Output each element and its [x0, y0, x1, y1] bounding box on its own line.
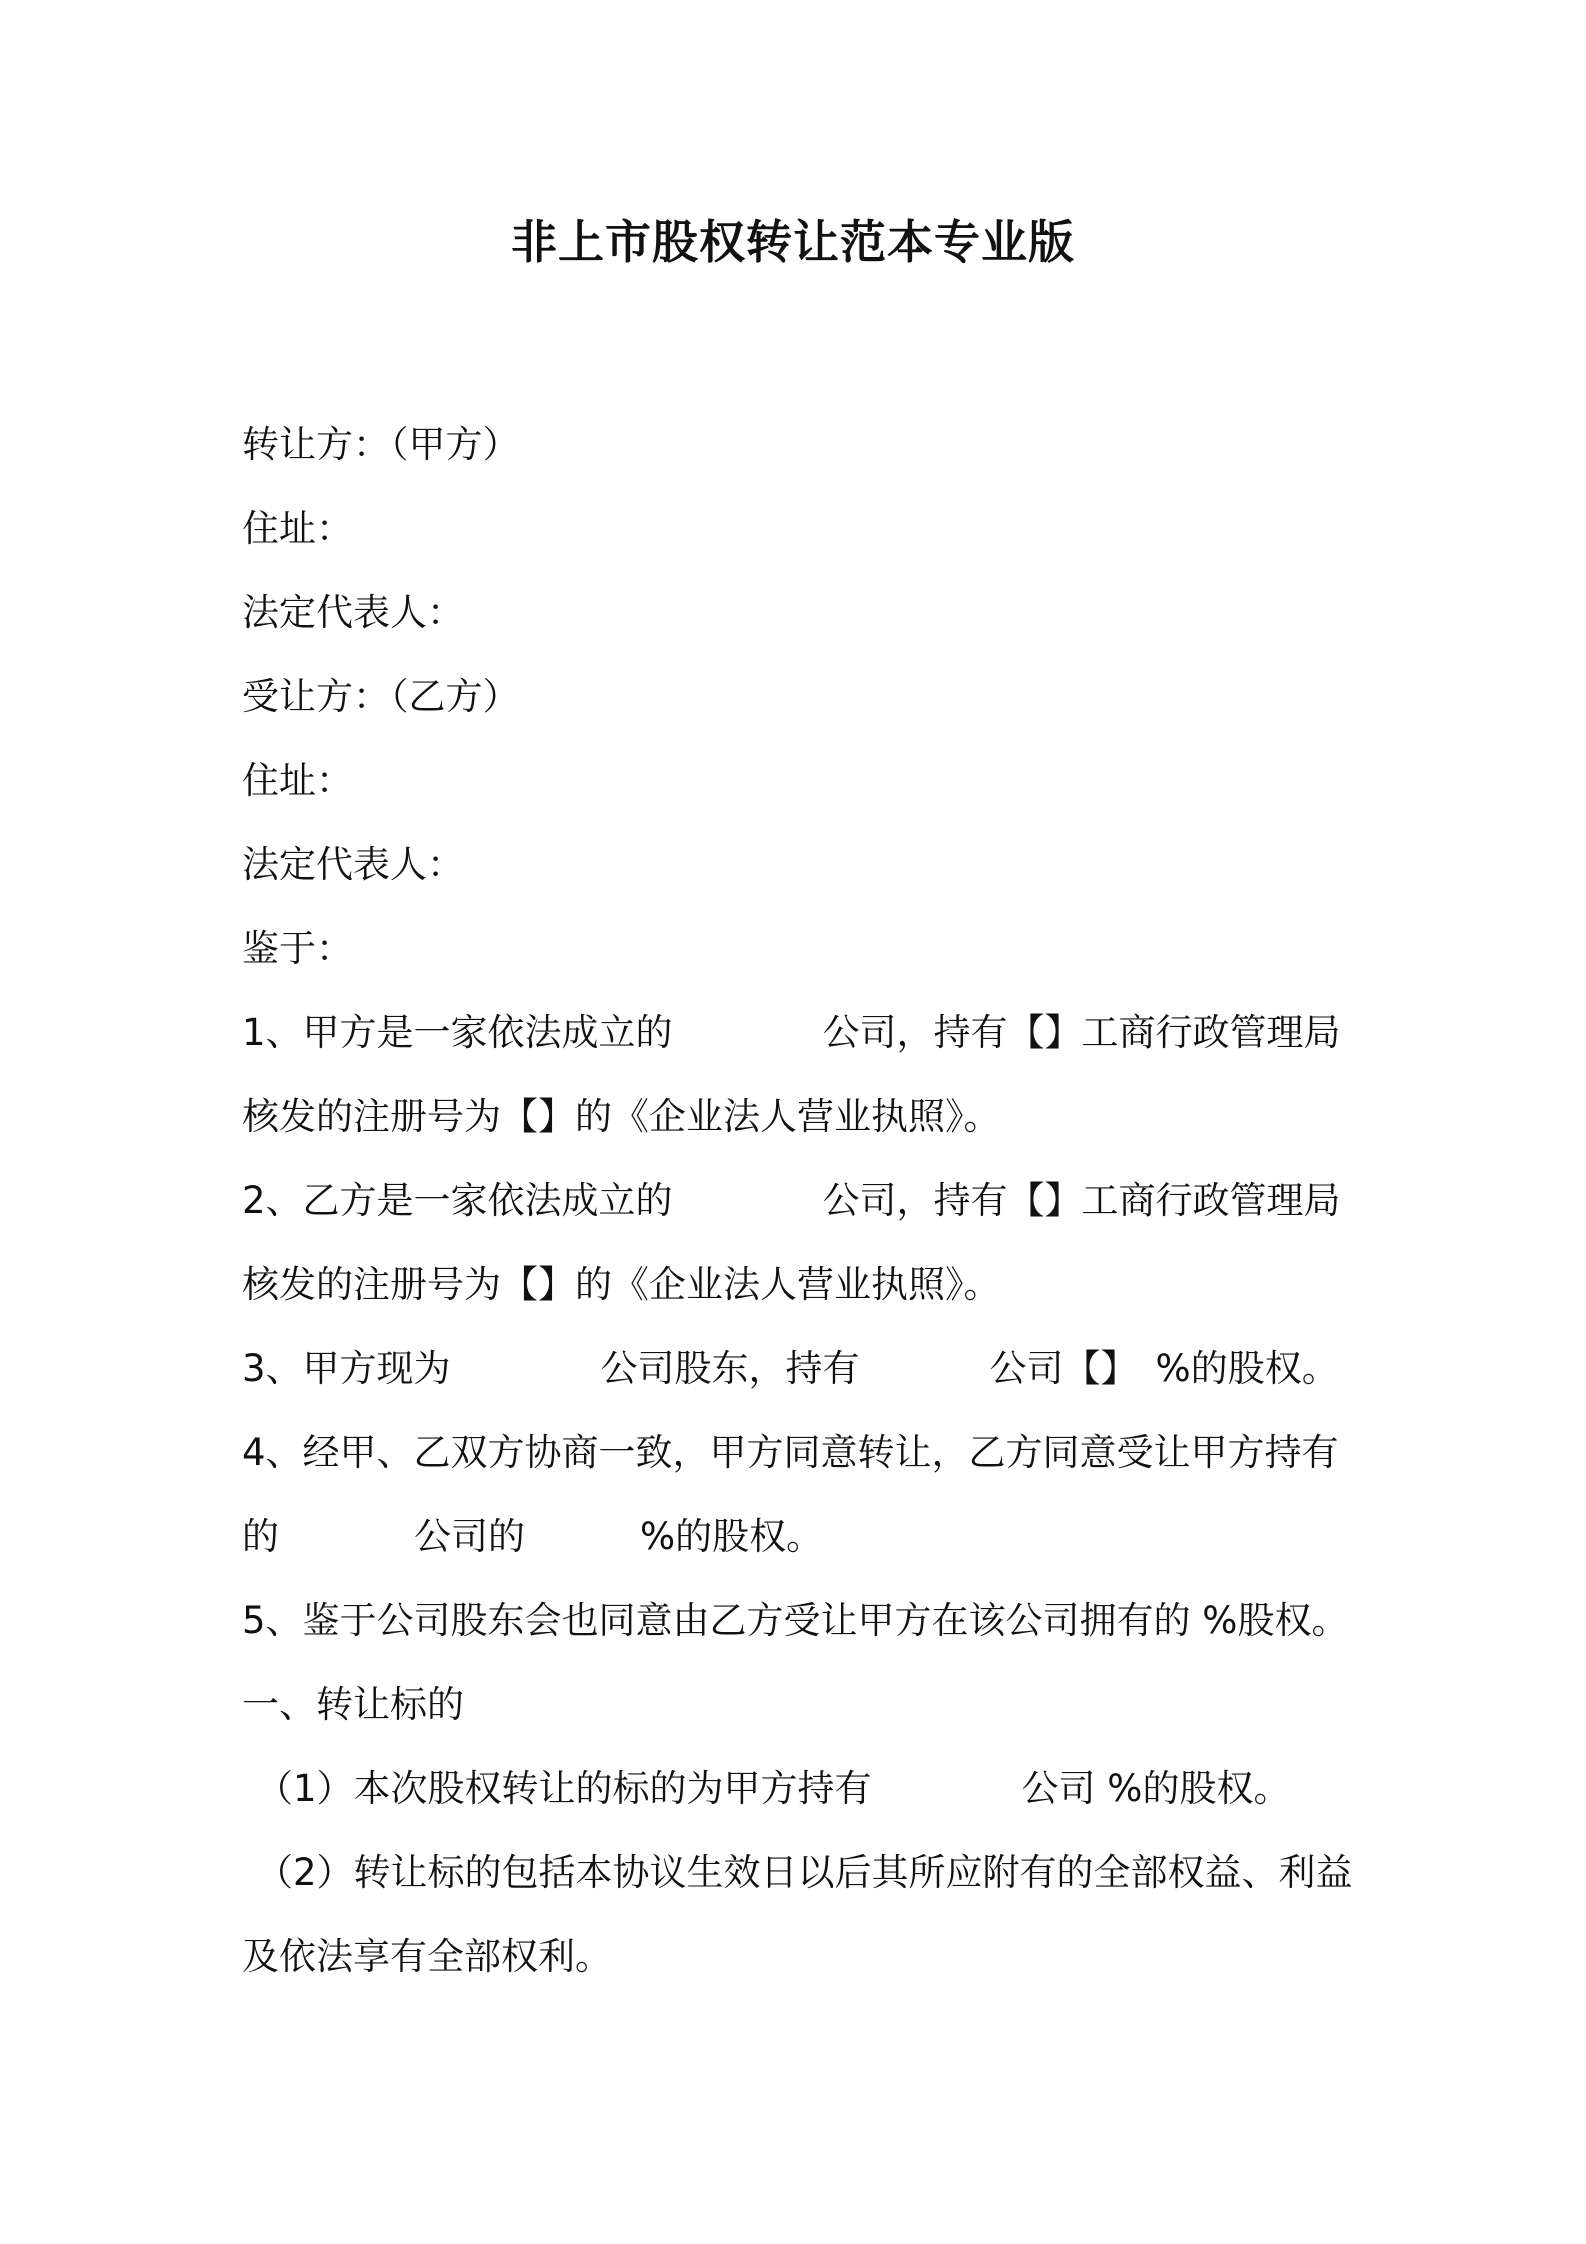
clause-2-text-a: 2、乙方是一家依法成立的	[242, 1179, 673, 1222]
clause-3-text-c: 公司【】	[989, 1347, 1138, 1390]
clause-1-text-b: 公司，持有【】工商行政管理局	[822, 1011, 1341, 1054]
clause-4-text-a: 的	[242, 1515, 279, 1558]
section-1-heading: 一、转让标的	[242, 1683, 464, 1726]
section-1-item-1-text-b: 公司 %的股权。	[1021, 1767, 1291, 1810]
clause-3-line	[242, 1327, 1362, 1411]
clause-2-text-b: 公司，持有【】工商行政管理局	[822, 1179, 1341, 1222]
section-1-item-1-text-a: （1）本次股权转让的标的为甲方持有	[256, 1767, 872, 1810]
clause-3-text-b: 公司股东，持有	[600, 1347, 860, 1390]
transferor-line: 转让方：（甲方）	[242, 423, 520, 466]
clause-1-text-a: 1、甲方是一家依法成立的	[242, 1011, 673, 1054]
transferee-address-line: 住址：	[242, 759, 353, 802]
clause-2-line-1	[242, 1159, 1362, 1243]
clause-2-line-2: 核发的注册号为【】的《企业法人营业执照》。	[242, 1263, 1001, 1306]
whereas-line: 鉴于：	[242, 927, 353, 970]
clause-4-line-1: 4、经甲、乙双方协商一致，甲方同意转让，乙方同意受让甲方持有	[242, 1431, 1339, 1474]
transferor-address-line: 住址：	[242, 507, 353, 550]
document-body	[242, 403, 1362, 1999]
clause-5-line: 5、鉴于公司股东会也同意由乙方受让甲方在该公司拥有的 %股权。	[242, 1599, 1349, 1642]
clause-3-text-a: 3、甲方现为	[242, 1347, 451, 1390]
clause-3-text-d: %的股权。	[1155, 1347, 1339, 1390]
transferee-rep-line: 法定代表人：	[242, 843, 464, 886]
section-1-item-2-line-1: （2）转让标的包括本协议生效日以后其所应附有的全部权益、利益	[256, 1851, 1353, 1894]
clause-4-text-b: 公司的	[414, 1515, 525, 1558]
clause-1-line-1	[242, 991, 1362, 1075]
clause-4-text-c: %的股权。	[640, 1515, 824, 1558]
document-title: 非上市股权转让范本专业版	[511, 215, 1075, 269]
transferor-rep-line: 法定代表人：	[242, 591, 464, 634]
section-1-item-1	[242, 1747, 1362, 1831]
clause-1-line-2: 核发的注册号为【】的《企业法人营业执照》。	[242, 1095, 1001, 1138]
clause-4-line-2	[242, 1495, 1362, 1579]
section-1-item-2-line-2: 及依法享有全部权利。	[242, 1935, 612, 1978]
transferee-line: 受让方：（乙方）	[242, 675, 520, 718]
